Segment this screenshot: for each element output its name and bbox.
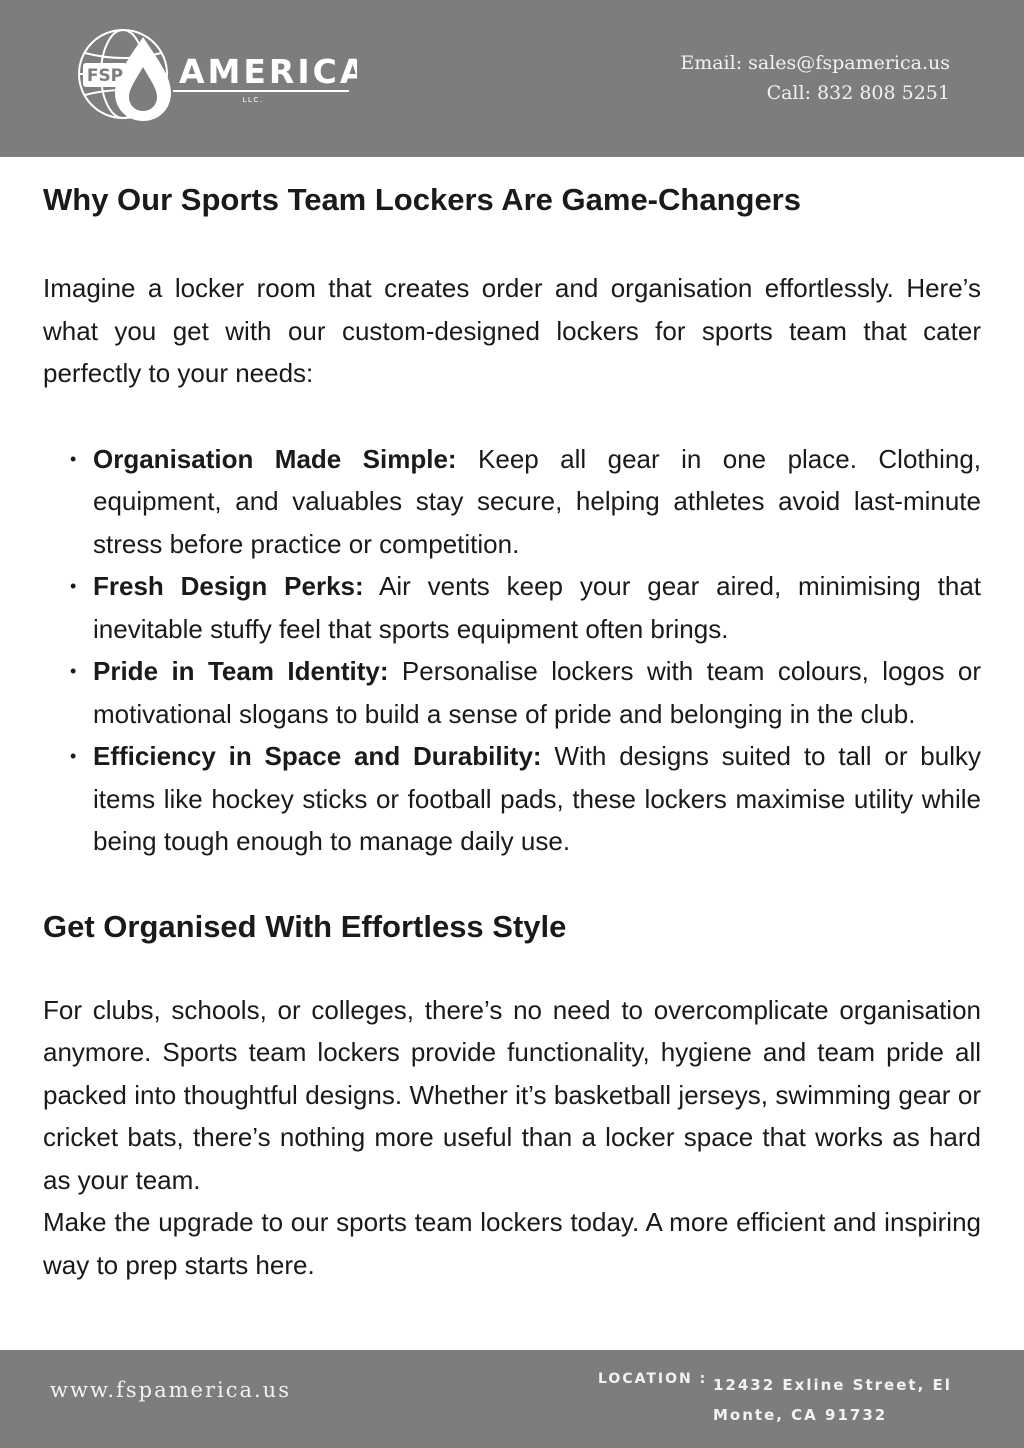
heading-game-changers: Why Our Sports Team Lockers Are Game-Changers [43,182,801,217]
list-item [43,650,981,735]
page-footer [0,1350,1024,1448]
list-item [43,565,981,650]
address-line-2: Monte, CA 91732 [713,1406,888,1424]
location-address [713,1370,953,1430]
feature-title: Organisation Made Simple: [93,443,457,474]
feature-text: Keep all gear in one place. Clothing, equipment, and valuables stay secure, helping athletes avoid last-minute stress before practice or competition. [93,443,982,559]
feature-text: Personalise lockers with team colours, logos or motivational slogans to build a sense of pride and belonging in the club. [93,656,982,729]
feature-title: Efficiency in Space and Durability: [93,741,542,771]
logo-suffix: LLC. [242,96,264,104]
email-line: Email: sales@fspamerica.us [680,52,950,74]
website-url: www.fspamerica.us [50,1378,291,1402]
logo-brand-name: AMERICA [179,52,357,91]
contact-info [680,48,950,108]
heading-get-organised: Get Organised With Effortless Style [43,908,567,944]
feature-text: With designs suited to tall or bulky items like hockey sticks or football pads, these lockers maximise utility while being tough enough to manage daily use. [93,741,981,856]
closing-paragraph: For clubs, schools, or colleges, there’s no need to overcomplicate organisation anymore. Sports team lockers provide functionality, hygiene and team pride all packed into thoughtful designs. Whether it’s basketball jerseys, swimming gear or cricket bats, there’s nothing more useful than a locker space that works as hard as your team. [43,994,981,1195]
call-to-action-paragraph: Make the upgrade to our sports team lockers today. A more efficient and inspiring way to prep starts here. [43,1207,981,1280]
page-header [0,0,1024,157]
bullet-icon: • [70,576,77,596]
location-label: LOCATION : [598,1371,708,1387]
call-line: Call: 832 808 5251 [766,82,950,104]
feature-list [43,438,981,863]
bullet-icon: • [70,746,77,766]
list-item [43,735,981,863]
feature-text: Air vents keep your gear aired, minimising that inevitable stuffy feel that sports equipment often brings. [93,571,981,644]
bullet-icon: • [70,661,77,681]
feature-title: Fresh Design Perks: [93,571,364,601]
fsp-america-logo [77,27,357,123]
list-item [43,438,981,566]
intro-paragraph: Imagine a locker room that creates order and organisation effortlessly. Here’s what you get with our custom-designed lockers for sports team that cater perfectly to your needs: [43,273,981,388]
main-content [43,178,981,1286]
logo-badge-text: FSP [86,66,124,86]
bullet-icon: • [70,448,77,469]
feature-title: Pride in Team Identity: [93,656,389,686]
address-line-1: 12432 Exline Street, El [713,1376,952,1394]
